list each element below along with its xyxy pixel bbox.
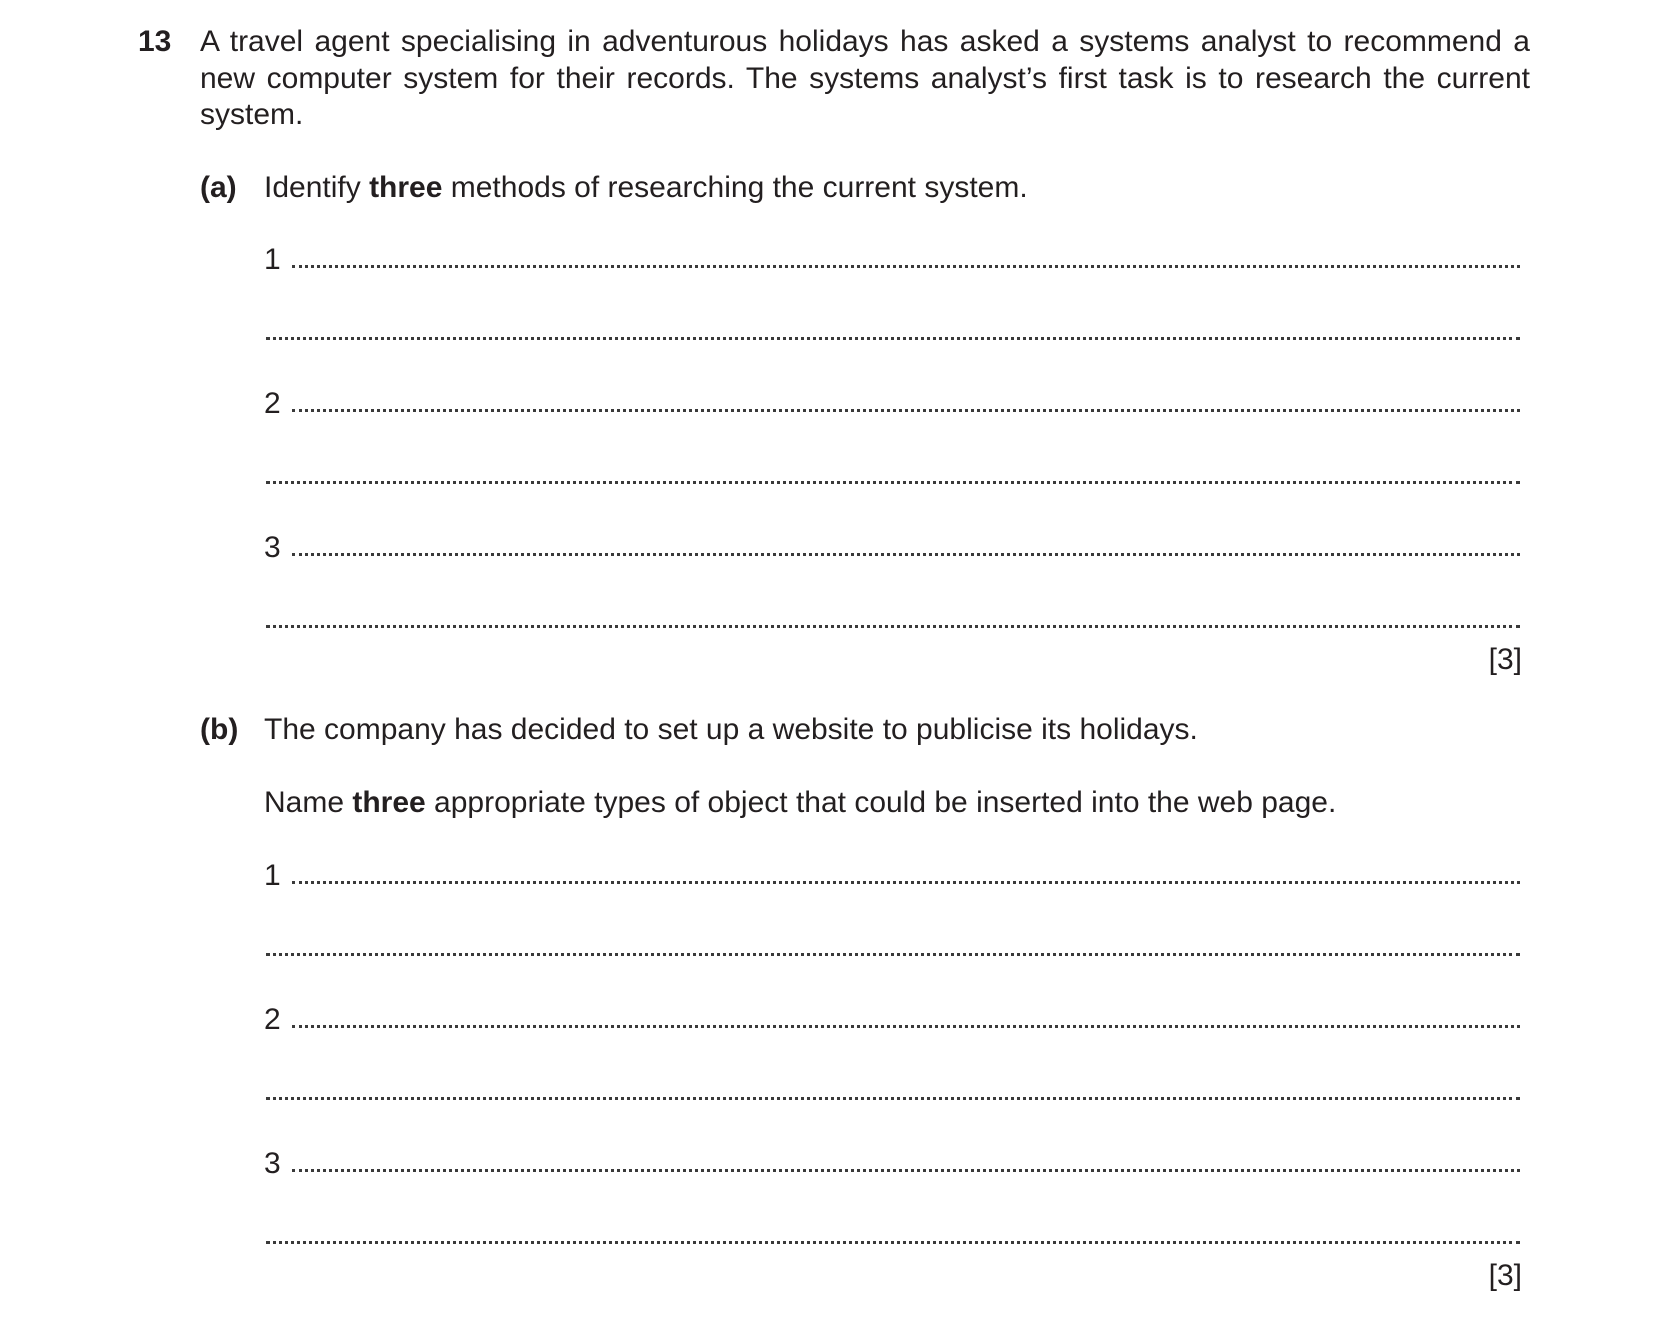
part-a-answer-2-number: 2 — [264, 387, 281, 420]
part-b-prompt-emphasis: three — [352, 786, 426, 819]
part-b-intro: The company has decided to set up a website to publicise its holidays. — [264, 713, 1198, 746]
part-b-answer-1-number: 1 — [264, 859, 281, 892]
part-b-prompt-end: appropriate types of object that could be inserted into the web page. — [425, 786, 1337, 819]
part-a-answer-3-number: 3 — [264, 531, 281, 564]
part-b-label: (b) — [200, 713, 239, 746]
part-a-prompt-emphasis: three — [369, 171, 443, 204]
part-a-answer-1-line[interactable] — [292, 265, 1520, 268]
part-b-answer-3-line[interactable] — [292, 1169, 1520, 1172]
part-b-answer-3-line-cont[interactable] — [266, 1241, 1520, 1244]
part-b-answer-3-number: 3 — [264, 1147, 281, 1180]
part-a-answer-2-line-cont[interactable] — [266, 481, 1520, 484]
part-a-prompt-end: methods of researching the current system. — [442, 171, 1028, 204]
part-b-marks: [3] — [1488, 1259, 1522, 1292]
part-b-answer-1-line[interactable] — [292, 881, 1520, 884]
part-b-answer-1-line-cont[interactable] — [266, 953, 1520, 956]
question-number: 13 — [138, 25, 172, 58]
part-a-answer-1-number: 1 — [264, 243, 281, 276]
part-a-prompt-start: Identify — [264, 171, 370, 204]
part-b-prompt-start: Name — [264, 786, 353, 819]
part-a-label: (a) — [200, 171, 237, 204]
part-b-answer-2-number: 2 — [264, 1003, 281, 1036]
part-a-answer-2-line[interactable] — [292, 409, 1520, 412]
part-a-answer-1-line-cont[interactable] — [266, 337, 1520, 340]
part-a-prompt — [264, 170, 1028, 206]
part-a-marks: [3] — [1488, 643, 1522, 676]
question-stem: A travel agent specialising in adventurous holidays has asked a systems analyst to recommend a new computer system for their records. The systems analyst’s first task is to research the current system. — [200, 25, 1530, 131]
part-a-answer-3-line-cont[interactable] — [266, 625, 1520, 628]
part-b-answer-2-line[interactable] — [292, 1025, 1520, 1028]
part-b-prompt — [264, 785, 1336, 821]
part-b-answer-2-line-cont[interactable] — [266, 1097, 1520, 1100]
part-a-answer-3-line[interactable] — [292, 553, 1520, 556]
